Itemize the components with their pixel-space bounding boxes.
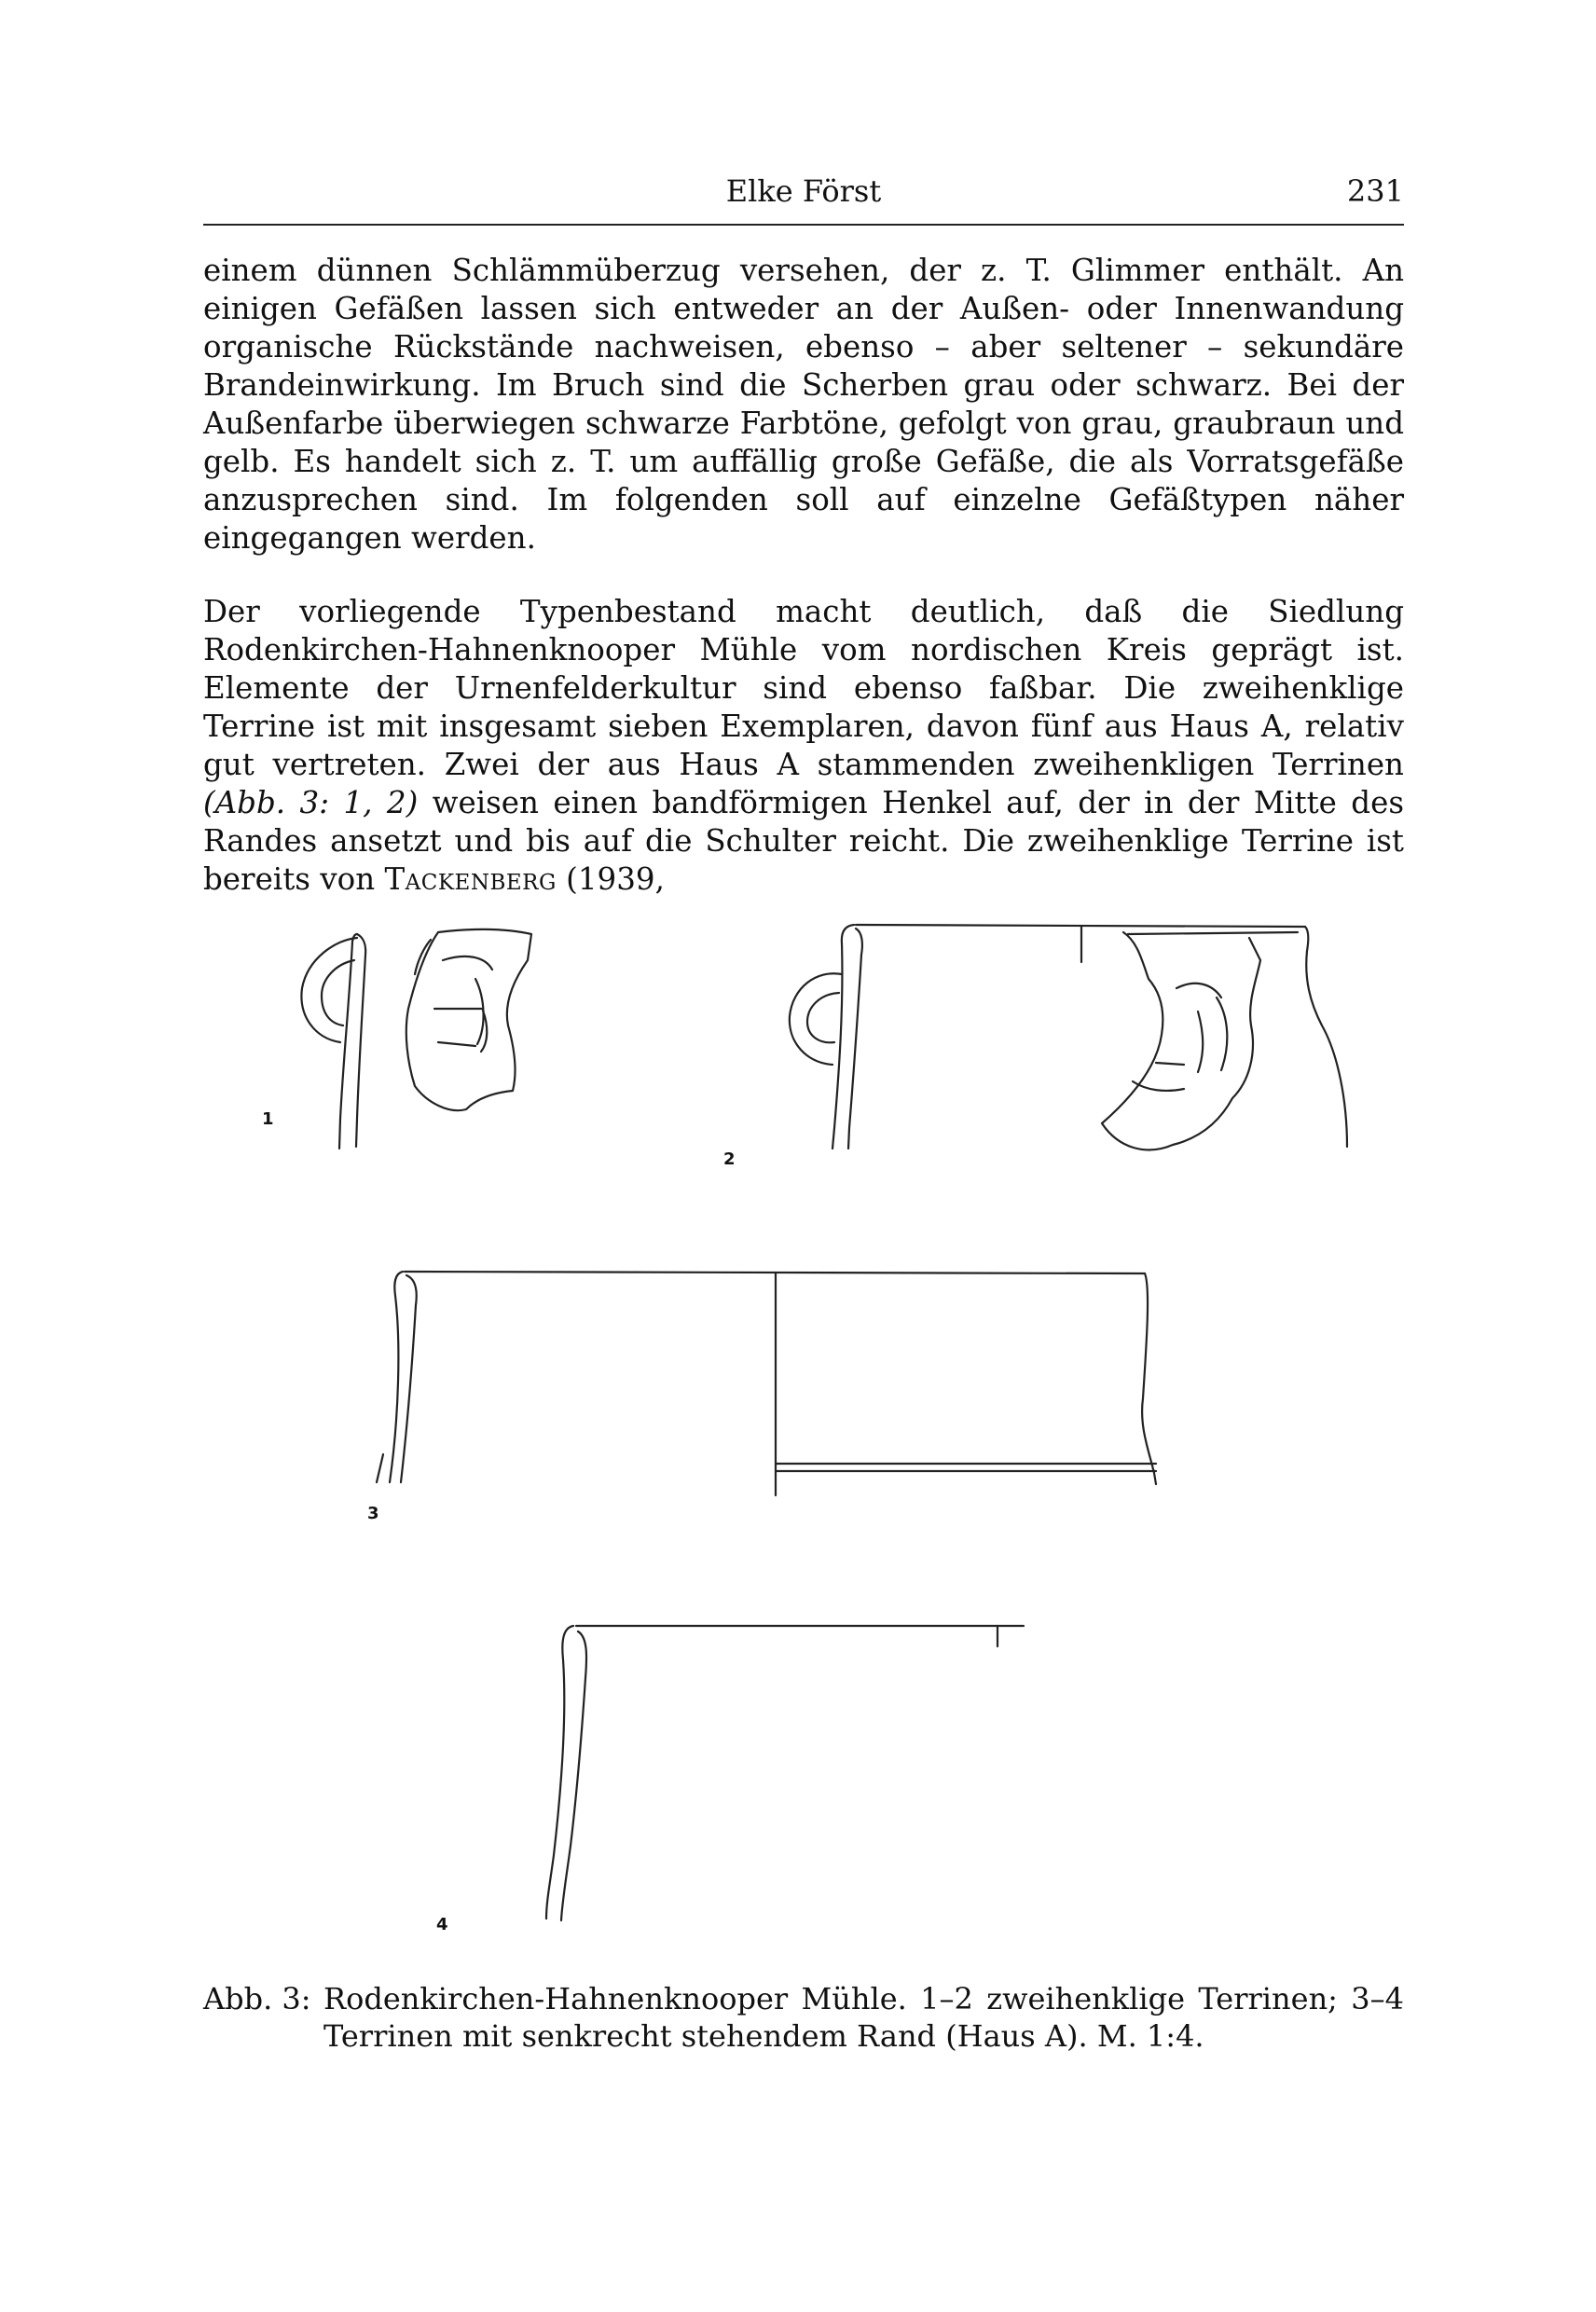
caption-text: Rodenkirchen-Hahnenknooper Mühle. 1–2 zweihenklige Terrinen; 3–4 Terrinen mit senkrecht stehendem Rand (Haus A). M. 1:4.	[323, 1981, 1404, 2054]
figure-label-4: 4	[436, 1915, 448, 1934]
page-number: 231	[1346, 173, 1404, 209]
figure-label-1: 1	[262, 1109, 274, 1129]
header-author: Elke Först	[725, 173, 882, 209]
figure-reference: (Abb. 3: 1, 2)	[203, 785, 419, 820]
vessel-2-drawing	[790, 925, 1347, 1149]
paragraph-2-text-b: weisen einen bandförmigen Henkel auf, der in der Mitte des Randes ansetzt und bis auf die Schulter reicht. Die zweihenklige Terrine ist bereits von	[203, 785, 1404, 897]
vessel-3-drawing	[377, 1272, 1156, 1495]
vessel-1-drawing	[301, 929, 531, 1149]
caption-label: Abb. 3:	[203, 1981, 311, 2016]
paragraph-1: einem dünnen Schlämmüberzug versehen, der z. T. Glimmer enthält. An einigen Gefäßen lassen sich entweder an der Außen- oder Innenwandung organische Rückstände nachweisen, ebenso – aber seltener – sekundäre Brandeinwirkung. Im Bruch sind die Scherben grau oder schwarz. Bei der Außenfarbe überwiegen schwarze Farbtöne, gefolgt von grau, graubraun und gelb. Es handelt sich z. T. um auffällig große Gefäße, die als Vorratsgefäße anzusprechen sind. Im folgenden soll auf einzelne Gefäßtypen näher eingegangen werden.	[203, 253, 1404, 556]
paragraph-2-text-a: Der vorliegende Typenbestand macht deutlich, daß die Siedlung Rodenkirchen-Hahnenknooper Mühle vom nordischen Kreis geprägt ist. Elemente der Urnenfelderkultur sind ebenso faßbar. Die zweihenklige Terrine ist mit insgesamt sieben Exemplaren, davon fünf aus Haus A, relativ gut vertreten. Zwei der aus Haus A stammenden zweihenkligen Terrinen	[203, 594, 1404, 782]
figure-label-2: 2	[723, 1149, 736, 1169]
paragraph-2-text-c: (1939,	[556, 861, 665, 897]
vessel-4-drawing	[546, 1626, 1024, 1920]
cited-author: Tackenberg	[384, 861, 557, 897]
figure-label-3: 3	[367, 1504, 379, 1523]
